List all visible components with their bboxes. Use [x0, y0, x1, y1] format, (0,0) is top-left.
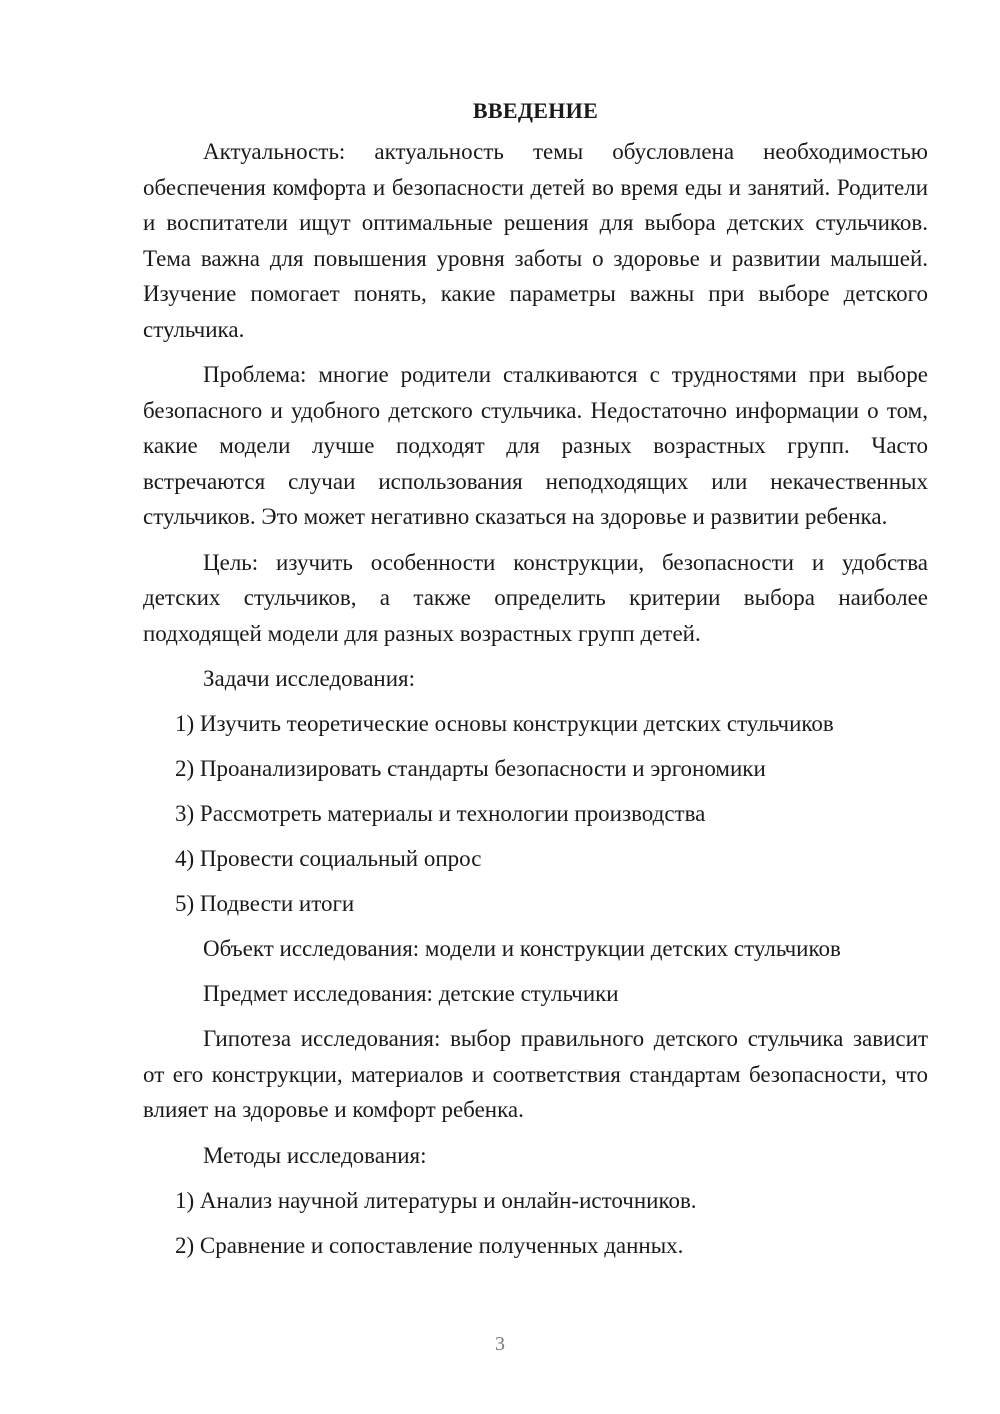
- research-object: Объект исследования: модели и конструкции детских стульчиков: [203, 936, 841, 961]
- method-item: 2) Сравнение и сопоставление полученных данных.: [175, 1232, 684, 1258]
- task-item: 5) Подвести итоги: [175, 891, 355, 916]
- methods-label: Методы исследования:: [203, 1142, 427, 1168]
- research-subject: Предмет исследования: детские стульчики: [203, 981, 619, 1006]
- page-number: 3: [495, 1333, 505, 1355]
- goal-paragraph: Цель: изучить особенности конструкции, безопасности и удобства детских стульчиков, а также определить критерии выбора наиболее подходящей модели для разных возрастных групп детей.: [143, 549, 928, 646]
- method-item: 1) Анализ научной литературы и онлайн-источников.: [175, 1187, 697, 1213]
- task-item: 1) Изучить теоретические основы конструкции детских стульчиков: [175, 711, 834, 736]
- hypothesis-paragraph: Гипотеза исследования: выбор правильного детского стульчика зависит от его конструкции, материалов и соответствия стандартам безопасности, что влияет на здоровье и комфорт ребенка.: [143, 1026, 928, 1122]
- tasks-label: Задачи исследования:: [203, 666, 416, 691]
- relevance-paragraph: Актуальность: актуальность темы обусловлена необходимостью обеспечения комфорта и безопасности детей во время еды и занятий. Родители и воспитатели ищут оптимальные решения для выбора детских стульчиков. Тема важна для повышения уровня заботы о здоровье и развитии малышей. Изучение помогает понять, какие параметры важны при выборе детского стульчика.: [143, 139, 928, 342]
- section-title: ВВЕДЕНИЕ: [472, 98, 599, 123]
- task-item: 3) Рассмотреть материалы и технологии производства: [175, 801, 706, 826]
- task-item: 4) Провести социальный опрос: [175, 846, 482, 871]
- document-page: [143, 94, 928, 1273]
- problem-paragraph: Проблема: многие родители сталкиваются с трудностями при выборе безопасного и удобного детского стульчика. Недостаточно информации о том, какие модели лучше подходят для разных возрастных групп. Часто встречаются случаи использования неподходящих или некачественных стульчиков. Это может негативно сказаться на здоровье и развитии ребенка.: [143, 362, 928, 529]
- task-item: 2) Проанализировать стандарты безопасности и эргономики: [175, 756, 766, 781]
